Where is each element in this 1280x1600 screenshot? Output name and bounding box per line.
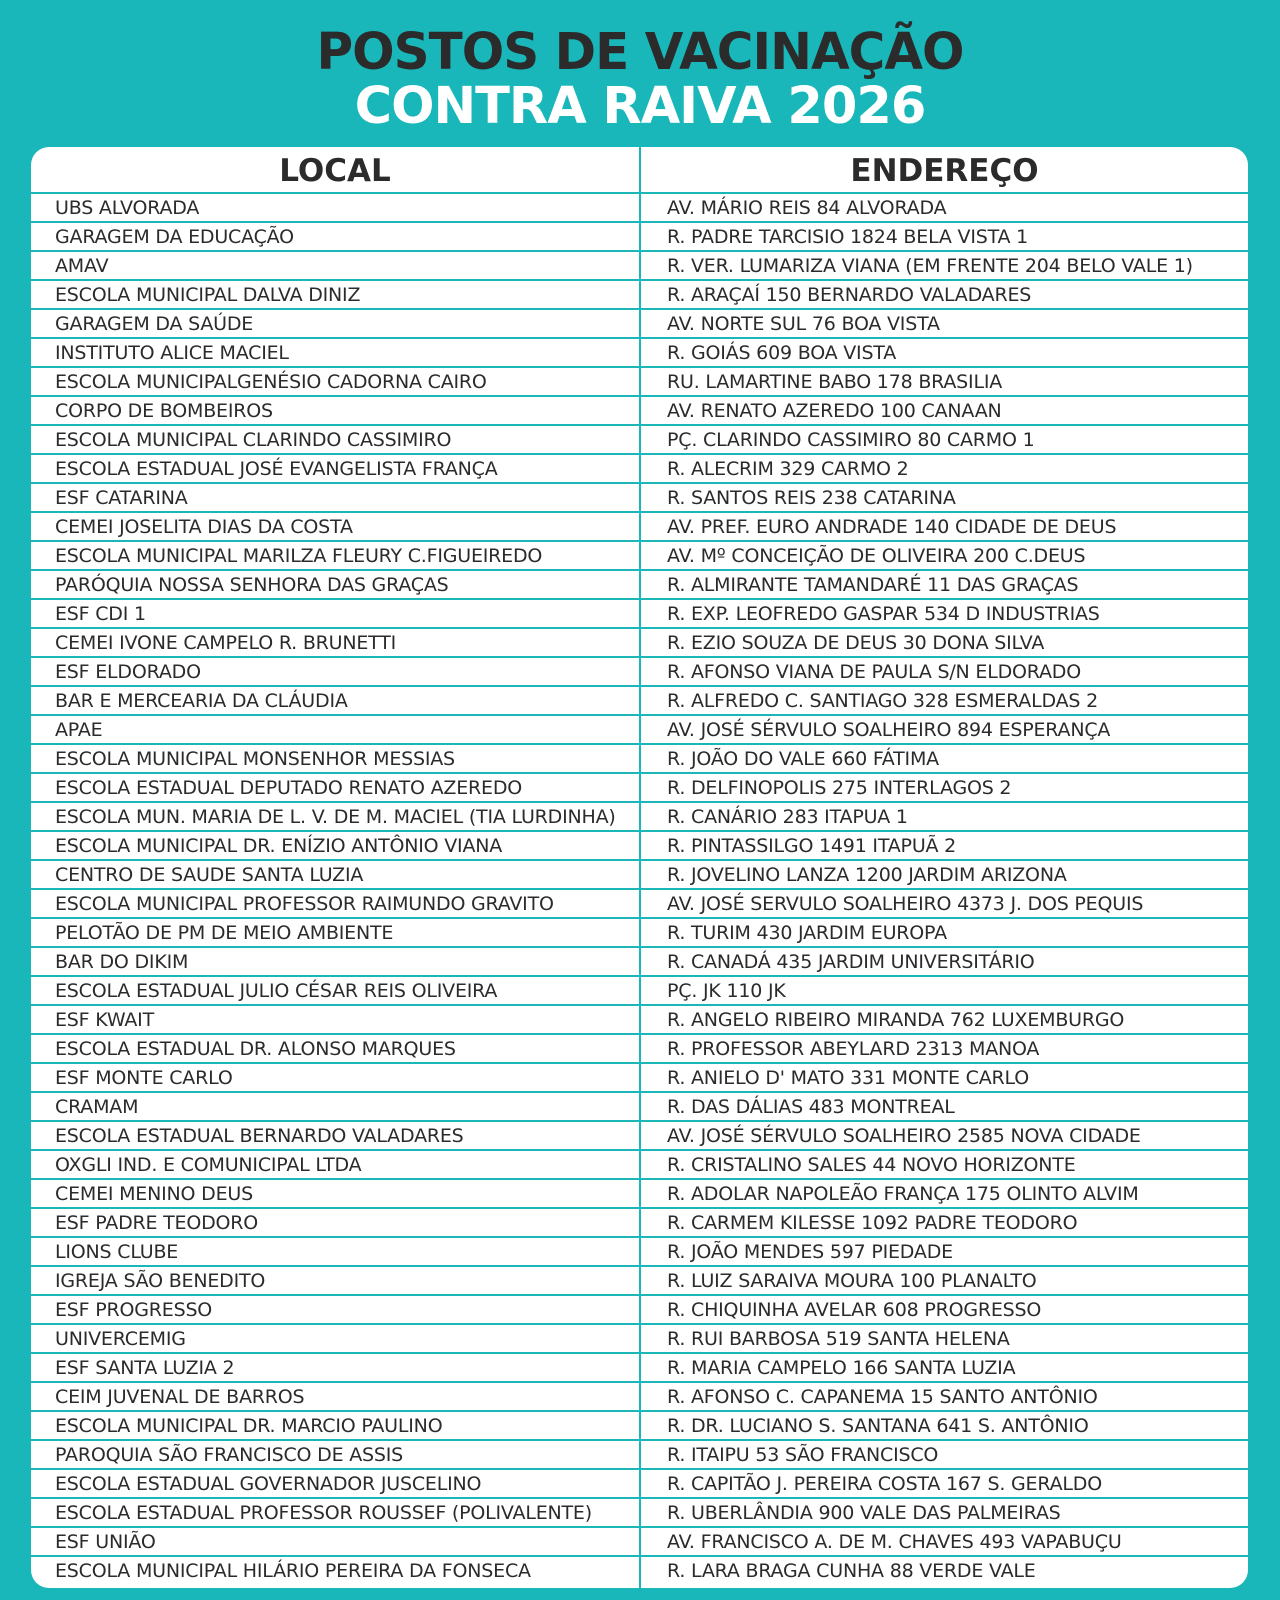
cell-endereco: AV. JOSÉ SERVULO SOALHEIRO 4373 J. DOS PEQUIS [667, 893, 1144, 915]
table-row [31, 484, 1248, 513]
cell-endereco: R. PROFESSOR ABEYLARD 2313 MANOA [667, 1038, 1040, 1060]
cell-local: CEIM JUVENAL DE BARROS [55, 1386, 305, 1408]
table-row [31, 1064, 1248, 1093]
table-row [31, 281, 1248, 310]
cell-endereco: R. GOIÁS 609 BOA VISTA [667, 342, 897, 364]
cell-local: ESCOLA ESTADUAL BERNARDO VALADARES [55, 1125, 464, 1147]
cell-endereco: R. MARIA CAMPELO 166 SANTA LUZIA [667, 1357, 1016, 1379]
cell-endereco: AV. FRANCISCO A. DE M. CHAVES 493 VAPABUÇU [667, 1531, 1122, 1553]
cell-local: PARÓQUIA NOSSA SENHORA DAS GRAÇAS [55, 574, 449, 596]
cell-endereco: R. DR. LUCIANO S. SANTANA 641 S. ANTÔNIO [667, 1415, 1089, 1437]
table-row [31, 1267, 1248, 1296]
table-row [31, 600, 1248, 629]
table-row [31, 1557, 1248, 1584]
cell-endereco: R. ALFREDO C. SANTIAGO 328 ESMERALDAS 2 [667, 690, 1098, 712]
cell-endereco: R. DELFINOPOLIS 275 INTERLAGOS 2 [667, 777, 1012, 799]
table-row [31, 455, 1248, 484]
cell-local: INSTITUTO ALICE MACIEL [55, 342, 289, 364]
cell-local: CEMEI MENINO DEUS [55, 1183, 253, 1205]
table-row [31, 716, 1248, 745]
cell-endereco: R. AFONSO C. CAPANEMA 15 SANTO ANTÔNIO [667, 1386, 1098, 1408]
table-row [31, 1122, 1248, 1151]
cell-local: ESF PADRE TEODORO [55, 1212, 259, 1234]
cell-local: ESF CATARINA [55, 487, 188, 509]
cell-local: ESCOLA MUNICIPAL PROFESSOR RAIMUNDO GRAVITO [55, 893, 554, 915]
cell-local: UNIVERCEMIG [55, 1328, 186, 1350]
cell-local: GARAGEM DA EDUCAÇÃO [55, 226, 294, 248]
cell-endereco: R. PINTASSILGO 1491 ITAPUÃ 2 [667, 835, 957, 857]
table-row [31, 948, 1248, 977]
cell-endereco: R. CANADÁ 435 JARDIM UNIVERSITÁRIO [667, 951, 1035, 973]
cell-local: ESCOLA MUNICIPAL DALVA DINIZ [55, 284, 361, 306]
table-row [31, 687, 1248, 716]
cell-endereco: R. VER. LUMARIZA VIANA (EM FRENTE 204 BELO VALE 1) [667, 255, 1193, 277]
cell-endereco: AV. NORTE SUL 76 BOA VISTA [667, 313, 940, 335]
cell-endereco: PÇ. JK 110 JK [667, 980, 786, 1002]
table-row [31, 1470, 1248, 1499]
table-row [31, 1412, 1248, 1441]
table-row [31, 1151, 1248, 1180]
table-row [31, 1093, 1248, 1122]
table-row [31, 1035, 1248, 1064]
cell-local: OXGLI IND. E COMUNICIPAL LTDA [55, 1154, 362, 1176]
cell-endereco: R. JOÃO DO VALE 660 FÁTIMA [667, 748, 939, 770]
cell-endereco: R. ALMIRANTE TAMANDARÉ 11 DAS GRAÇAS [667, 574, 1079, 596]
table-row [31, 1006, 1248, 1035]
cell-local: ESF ELDORADO [55, 661, 201, 683]
cell-local: ESCOLA MUNICIPAL CLARINDO CASSIMIRO [55, 429, 452, 451]
cell-local: ESCOLA MUNICIPALGENÉSIO CADORNA CAIRO [55, 371, 487, 393]
cell-local: CRAMAM [55, 1096, 139, 1118]
table-row [31, 339, 1248, 368]
cell-local: ESCOLA MUNICIPAL HILÁRIO PEREIRA DA FONSECA [55, 1560, 531, 1582]
table-row [31, 223, 1248, 252]
cell-endereco: AV. PREF. EURO ANDRADE 140 CIDADE DE DEUS [667, 516, 1117, 538]
cell-local: APAE [55, 719, 103, 741]
cell-local: ESF MONTE CARLO [55, 1067, 233, 1089]
table-row [31, 658, 1248, 687]
cell-endereco: PÇ. CLARINDO CASSIMIRO 80 CARMO 1 [667, 429, 1035, 451]
cell-endereco: AV. Mº CONCEIÇÃO DE OLIVEIRA 200 C.DEUS [667, 545, 1086, 567]
table-row [31, 832, 1248, 861]
cell-endereco: R. CAPITÃO J. PEREIRA COSTA 167 S. GERALDO [667, 1473, 1102, 1495]
cell-endereco: R. PADRE TARCISIO 1824 BELA VISTA 1 [667, 226, 1029, 248]
cell-endereco: R. ADOLAR NAPOLEÃO FRANÇA 175 OLINTO ALVIM [667, 1183, 1139, 1205]
cell-endereco: AV. RENATO AZEREDO 100 CANAAN [667, 400, 1002, 422]
cell-endereco: R. CARMEM KILESSE 1092 PADRE TEODORO [667, 1212, 1078, 1234]
cell-endereco: RU. LAMARTINE BABO 178 BRASILIA [667, 371, 1003, 393]
title-line-2: CONTRA RAIVA 2026 [354, 77, 926, 136]
cell-endereco: R. EZIO SOUZA DE DEUS 30 DONA SILVA [667, 632, 1045, 654]
cell-endereco: R. UBERLÂNDIA 900 VALE DAS PALMEIRAS [667, 1502, 1061, 1524]
cell-endereco: R. JOÃO MENDES 597 PIEDADE [667, 1241, 953, 1263]
cell-local: UBS ALVORADA [55, 197, 200, 219]
table-row [31, 1238, 1248, 1267]
cell-local: ESCOLA ESTADUAL DR. ALONSO MARQUES [55, 1038, 456, 1060]
table-row [31, 542, 1248, 571]
cell-endereco: AV. MÁRIO REIS 84 ALVORADA [667, 197, 947, 219]
cell-local: PAROQUIA SÃO FRANCISCO DE ASSIS [55, 1444, 403, 1466]
cell-local: ESCOLA ESTADUAL JOSÉ EVANGELISTA FRANÇA [55, 458, 498, 480]
cell-local: ESF KWAIT [55, 1009, 154, 1031]
cell-local: GARAGEM DA SAÚDE [55, 313, 254, 335]
table-row [31, 774, 1248, 803]
cell-endereco: R. CRISTALINO SALES 44 NOVO HORIZONTE [667, 1154, 1076, 1176]
cell-local: ESF SANTA LUZIA 2 [55, 1357, 235, 1379]
cell-endereco: R. LARA BRAGA CUNHA 88 VERDE VALE [667, 1560, 1036, 1582]
table-row [31, 1296, 1248, 1325]
title-line-1: POSTOS DE VACINAÇÃO [316, 23, 964, 82]
table-row [31, 977, 1248, 1006]
cell-endereco: R. SANTOS REIS 238 CATARINA [667, 487, 956, 509]
table-row [31, 513, 1248, 542]
poster-header [0, 23, 1280, 136]
cell-endereco: R. ARAÇAÍ 150 BERNARDO VALADARES [667, 284, 1032, 306]
cell-local: ESF UNIÃO [55, 1531, 156, 1553]
cell-local: ESCOLA MUNICIPAL MONSENHOR MESSIAS [55, 748, 455, 770]
cell-local: ESCOLA MUN. MARIA DE L. V. DE M. MACIEL (TIA LURDINHA) [55, 806, 616, 828]
vaccination-table [31, 147, 1248, 1588]
table-row [31, 194, 1248, 223]
table-row [31, 745, 1248, 774]
table-row [31, 426, 1248, 455]
cell-local: ESCOLA MUNICIPAL DR. MARCIO PAULINO [55, 1415, 443, 1437]
table-row [31, 1383, 1248, 1412]
table-body [31, 194, 1248, 1584]
cell-endereco: R. RUI BARBOSA 519 SANTA HELENA [667, 1328, 1010, 1350]
cell-local: ESCOLA ESTADUAL GOVERNADOR JUSCELINO [55, 1473, 482, 1495]
cell-local: ESCOLA ESTADUAL PROFESSOR ROUSSEF (POLIVALENTE) [55, 1502, 592, 1524]
table-row [31, 1325, 1248, 1354]
cell-local: ESCOLA ESTADUAL JULIO CÉSAR REIS OLIVEIRA [55, 980, 498, 1002]
table-row [31, 861, 1248, 890]
table-row [31, 571, 1248, 600]
cell-local: CENTRO DE SAUDE SANTA LUZIA [55, 864, 364, 886]
table-row [31, 397, 1248, 426]
table-row [31, 310, 1248, 339]
cell-local: BAR E MERCEARIA DA CLÁUDIA [55, 690, 348, 712]
table-header [31, 147, 1248, 194]
cell-endereco: R. CHIQUINHA AVELAR 608 PROGRESSO [667, 1299, 1042, 1321]
table-row [31, 803, 1248, 832]
header-local: LOCAL [279, 153, 391, 189]
cell-local: ESCOLA MUNICIPAL DR. ENÍZIO ANTÔNIO VIANA [55, 835, 503, 857]
cell-local: IGREJA SÃO BENEDITO [55, 1270, 266, 1292]
cell-endereco: R. ITAIPU 53 SÃO FRANCISCO [667, 1444, 939, 1466]
cell-local: ESCOLA ESTADUAL DEPUTADO RENATO AZEREDO [55, 777, 523, 799]
cell-local: PELOTÃO DE PM DE MEIO AMBIENTE [55, 922, 394, 944]
cell-endereco: AV. JOSÉ SÉRVULO SOALHEIRO 894 ESPERANÇA [667, 719, 1111, 741]
cell-local: CEMEI JOSELITA DIAS DA COSTA [55, 516, 353, 538]
cell-endereco: R. ANGELO RIBEIRO MIRANDA 762 LUXEMBURGO [667, 1009, 1125, 1031]
table-row [31, 1528, 1248, 1557]
table-row [31, 1209, 1248, 1238]
cell-endereco: R. AFONSO VIANA DE PAULA S/N ELDORADO [667, 661, 1081, 683]
table-row [31, 368, 1248, 397]
cell-local: LIONS CLUBE [55, 1241, 179, 1263]
table-row [31, 629, 1248, 658]
table-row [31, 1180, 1248, 1209]
table-row [31, 1441, 1248, 1470]
cell-endereco: R. LUIZ SARAIVA MOURA 100 PLANALTO [667, 1270, 1037, 1292]
cell-endereco: R. TURIM 430 JARDIM EUROPA [667, 922, 947, 944]
cell-endereco: R. JOVELINO LANZA 1200 JARDIM ARIZONA [667, 864, 1067, 886]
cell-endereco: R. EXP. LEOFREDO GASPAR 534 D INDUSTRIAS [667, 603, 1100, 625]
cell-local: BAR DO DIKIM [55, 951, 189, 973]
cell-local: ESF PROGRESSO [55, 1299, 213, 1321]
table-row [31, 919, 1248, 948]
table-row [31, 1354, 1248, 1383]
cell-local: ESCOLA MUNICIPAL MARILZA FLEURY C.FIGUEIREDO [55, 545, 543, 567]
cell-endereco: AV. JOSÉ SÉRVULO SOALHEIRO 2585 NOVA CIDADE [667, 1125, 1141, 1147]
cell-local: CEMEI IVONE CAMPELO R. BRUNETTI [55, 632, 397, 654]
header-endereco: ENDEREÇO [850, 153, 1039, 189]
cell-endereco: R. DAS DÁLIAS 483 MONTREAL [667, 1096, 955, 1118]
cell-endereco: R. CANÁRIO 283 ITAPUA 1 [667, 806, 908, 828]
table-row [31, 1499, 1248, 1528]
cell-endereco: R. ALECRIM 329 CARMO 2 [667, 458, 909, 480]
table-row [31, 252, 1248, 281]
cell-local: CORPO DE BOMBEIROS [55, 400, 273, 422]
cell-local: ESF CDI 1 [55, 603, 146, 625]
cell-local: AMAV [55, 255, 109, 277]
table-row [31, 890, 1248, 919]
cell-endereco: R. ANIELO D' MATO 331 MONTE CARLO [667, 1067, 1029, 1089]
